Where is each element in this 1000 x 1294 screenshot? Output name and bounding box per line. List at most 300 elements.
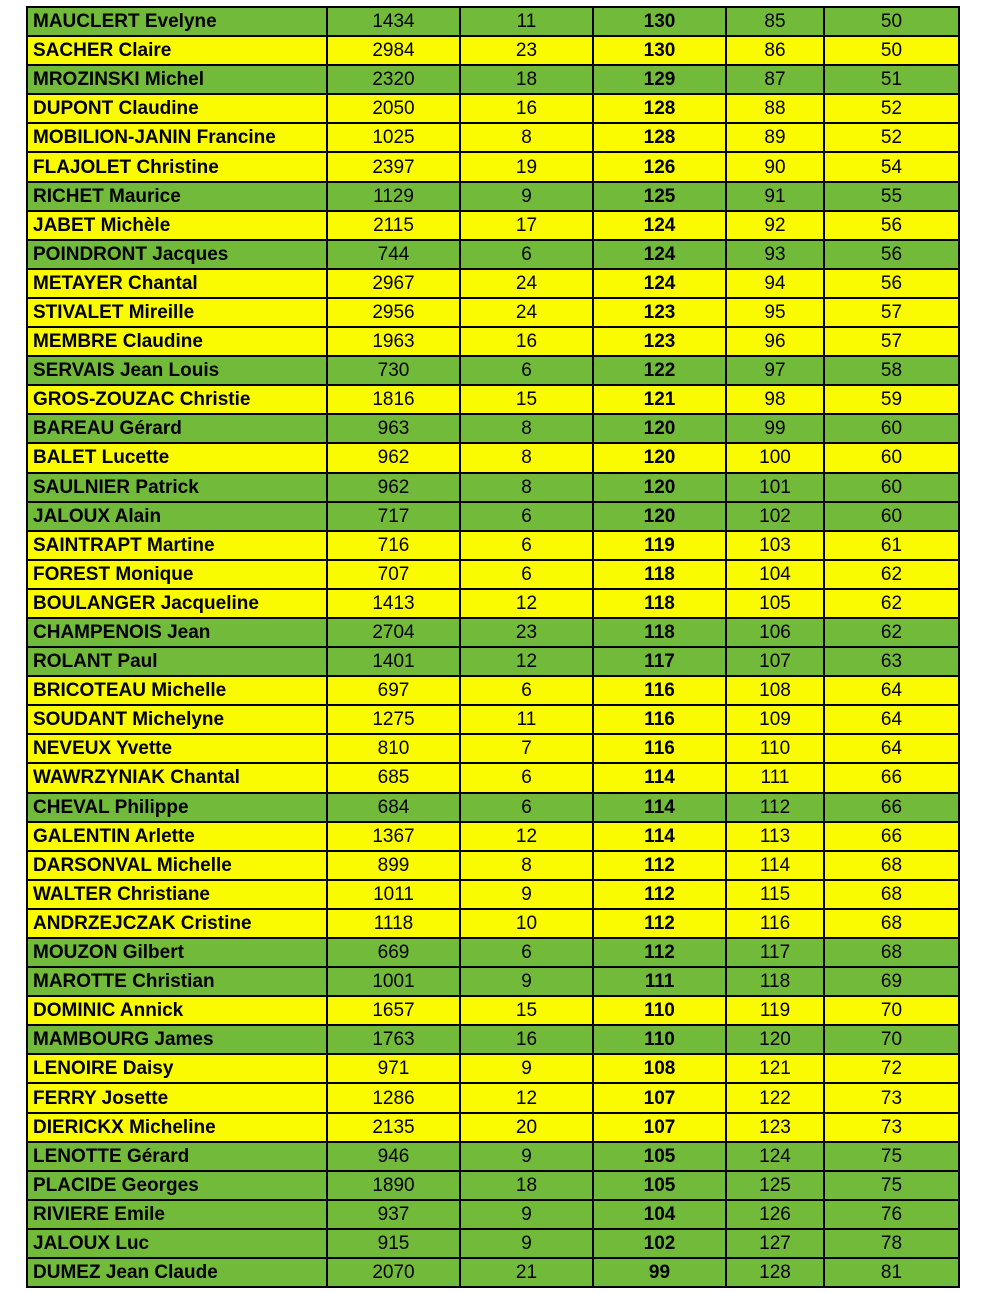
points-cell: 899 bbox=[327, 851, 460, 880]
player-name-cell: MAUCLERT Evelyne bbox=[27, 7, 327, 36]
points-cell: 707 bbox=[327, 560, 460, 589]
value-cell: 60 bbox=[824, 502, 959, 531]
score-cell: 114 bbox=[593, 822, 726, 851]
player-name-cell: MEMBRE Claudine bbox=[27, 327, 327, 356]
value-cell: 70 bbox=[824, 996, 959, 1025]
score-cell: 125 bbox=[593, 182, 726, 211]
score-cell: 124 bbox=[593, 269, 726, 298]
player-name-cell: STIVALET Mireille bbox=[27, 298, 327, 327]
value-cell: 78 bbox=[824, 1229, 959, 1258]
games-cell: 8 bbox=[460, 443, 593, 472]
points-cell: 2135 bbox=[327, 1113, 460, 1142]
value-cell: 75 bbox=[824, 1171, 959, 1200]
value-cell: 68 bbox=[824, 938, 959, 967]
player-name-cell: MAROTTE Christian bbox=[27, 967, 327, 996]
rank-cell: 107 bbox=[726, 647, 824, 676]
rank-cell: 120 bbox=[726, 1025, 824, 1054]
rank-cell: 87 bbox=[726, 65, 824, 94]
table-row bbox=[27, 152, 959, 181]
table-row bbox=[27, 1258, 959, 1287]
points-cell: 937 bbox=[327, 1200, 460, 1229]
rank-cell: 114 bbox=[726, 851, 824, 880]
player-name-cell: ANDRZEJCZAK Cristine bbox=[27, 909, 327, 938]
rank-cell: 109 bbox=[726, 705, 824, 734]
player-name-cell: BRICOTEAU Michelle bbox=[27, 676, 327, 705]
table-row bbox=[27, 36, 959, 65]
points-cell: 684 bbox=[327, 793, 460, 822]
rank-cell: 115 bbox=[726, 880, 824, 909]
rank-cell: 121 bbox=[726, 1054, 824, 1083]
player-name-cell: RIVIERE Emile bbox=[27, 1200, 327, 1229]
score-cell: 120 bbox=[593, 502, 726, 531]
table-row bbox=[27, 327, 959, 356]
games-cell: 24 bbox=[460, 298, 593, 327]
table-row bbox=[27, 182, 959, 211]
games-cell: 18 bbox=[460, 65, 593, 94]
games-cell: 11 bbox=[460, 705, 593, 734]
score-cell: 121 bbox=[593, 385, 726, 414]
rank-cell: 106 bbox=[726, 618, 824, 647]
table-row bbox=[27, 385, 959, 414]
value-cell: 66 bbox=[824, 822, 959, 851]
score-cell: 110 bbox=[593, 1025, 726, 1054]
games-cell: 6 bbox=[460, 793, 593, 822]
games-cell: 6 bbox=[460, 502, 593, 531]
score-cell: 129 bbox=[593, 65, 726, 94]
points-cell: 946 bbox=[327, 1142, 460, 1171]
table-row bbox=[27, 560, 959, 589]
points-cell: 716 bbox=[327, 531, 460, 560]
games-cell: 19 bbox=[460, 152, 593, 181]
points-cell: 685 bbox=[327, 763, 460, 792]
table-row bbox=[27, 967, 959, 996]
score-cell: 123 bbox=[593, 298, 726, 327]
player-name-cell: DARSONVAL Michelle bbox=[27, 851, 327, 880]
rank-cell: 116 bbox=[726, 909, 824, 938]
table-row bbox=[27, 851, 959, 880]
points-cell: 1816 bbox=[327, 385, 460, 414]
rank-cell: 91 bbox=[726, 182, 824, 211]
score-cell: 124 bbox=[593, 211, 726, 240]
games-cell: 6 bbox=[460, 560, 593, 589]
rank-cell: 90 bbox=[726, 152, 824, 181]
table-row bbox=[27, 1054, 959, 1083]
rank-cell: 89 bbox=[726, 123, 824, 152]
value-cell: 50 bbox=[824, 7, 959, 36]
rank-cell: 99 bbox=[726, 414, 824, 443]
games-cell: 6 bbox=[460, 240, 593, 269]
score-cell: 104 bbox=[593, 1200, 726, 1229]
player-name-cell: GROS-ZOUZAC Christie bbox=[27, 385, 327, 414]
games-cell: 16 bbox=[460, 1025, 593, 1054]
table-row bbox=[27, 443, 959, 472]
player-name-cell: LENOTTE Gérard bbox=[27, 1142, 327, 1171]
results-table-body bbox=[27, 7, 959, 1287]
player-name-cell: CHEVAL Philippe bbox=[27, 793, 327, 822]
score-cell: 120 bbox=[593, 443, 726, 472]
player-name-cell: DUMEZ Jean Claude bbox=[27, 1258, 327, 1287]
points-cell: 2967 bbox=[327, 269, 460, 298]
score-cell: 118 bbox=[593, 589, 726, 618]
points-cell: 697 bbox=[327, 676, 460, 705]
value-cell: 70 bbox=[824, 1025, 959, 1054]
value-cell: 50 bbox=[824, 36, 959, 65]
games-cell: 9 bbox=[460, 1142, 593, 1171]
games-cell: 12 bbox=[460, 822, 593, 851]
games-cell: 10 bbox=[460, 909, 593, 938]
points-cell: 963 bbox=[327, 414, 460, 443]
games-cell: 18 bbox=[460, 1171, 593, 1200]
score-cell: 102 bbox=[593, 1229, 726, 1258]
games-cell: 9 bbox=[460, 880, 593, 909]
player-name-cell: PLACIDE Georges bbox=[27, 1171, 327, 1200]
player-name-cell: MOUZON Gilbert bbox=[27, 938, 327, 967]
rank-cell: 103 bbox=[726, 531, 824, 560]
games-cell: 8 bbox=[460, 851, 593, 880]
value-cell: 54 bbox=[824, 152, 959, 181]
value-cell: 60 bbox=[824, 473, 959, 502]
table-row bbox=[27, 414, 959, 443]
score-cell: 112 bbox=[593, 851, 726, 880]
table-row bbox=[27, 1171, 959, 1200]
table-row bbox=[27, 705, 959, 734]
rank-cell: 96 bbox=[726, 327, 824, 356]
player-name-cell: JALOUX Luc bbox=[27, 1229, 327, 1258]
points-cell: 2397 bbox=[327, 152, 460, 181]
value-cell: 51 bbox=[824, 65, 959, 94]
player-name-cell: ROLANT Paul bbox=[27, 647, 327, 676]
points-cell: 2050 bbox=[327, 94, 460, 123]
games-cell: 9 bbox=[460, 967, 593, 996]
player-name-cell: DIERICKX Micheline bbox=[27, 1113, 327, 1142]
points-cell: 744 bbox=[327, 240, 460, 269]
table-row bbox=[27, 298, 959, 327]
table-row bbox=[27, 1142, 959, 1171]
points-cell: 1963 bbox=[327, 327, 460, 356]
value-cell: 55 bbox=[824, 182, 959, 211]
score-cell: 116 bbox=[593, 676, 726, 705]
score-cell: 128 bbox=[593, 94, 726, 123]
points-cell: 962 bbox=[327, 473, 460, 502]
rank-cell: 124 bbox=[726, 1142, 824, 1171]
points-cell: 2115 bbox=[327, 211, 460, 240]
table-row bbox=[27, 822, 959, 851]
value-cell: 64 bbox=[824, 734, 959, 763]
rank-cell: 102 bbox=[726, 502, 824, 531]
value-cell: 62 bbox=[824, 560, 959, 589]
value-cell: 68 bbox=[824, 851, 959, 880]
rank-cell: 122 bbox=[726, 1083, 824, 1112]
score-cell: 112 bbox=[593, 880, 726, 909]
value-cell: 56 bbox=[824, 240, 959, 269]
player-name-cell: GALENTIN Arlette bbox=[27, 822, 327, 851]
table-row bbox=[27, 763, 959, 792]
points-cell: 915 bbox=[327, 1229, 460, 1258]
player-name-cell: METAYER Chantal bbox=[27, 269, 327, 298]
score-cell: 117 bbox=[593, 647, 726, 676]
score-cell: 114 bbox=[593, 763, 726, 792]
table-row bbox=[27, 996, 959, 1025]
value-cell: 76 bbox=[824, 1200, 959, 1229]
table-row bbox=[27, 793, 959, 822]
table-row bbox=[27, 531, 959, 560]
score-cell: 116 bbox=[593, 705, 726, 734]
games-cell: 23 bbox=[460, 618, 593, 647]
table-row bbox=[27, 94, 959, 123]
score-cell: 130 bbox=[593, 36, 726, 65]
points-cell: 1401 bbox=[327, 647, 460, 676]
player-name-cell: CHAMPENOIS Jean bbox=[27, 618, 327, 647]
points-cell: 717 bbox=[327, 502, 460, 531]
rank-cell: 111 bbox=[726, 763, 824, 792]
score-cell: 114 bbox=[593, 793, 726, 822]
score-cell: 107 bbox=[593, 1083, 726, 1112]
points-cell: 2070 bbox=[327, 1258, 460, 1287]
value-cell: 69 bbox=[824, 967, 959, 996]
rank-cell: 127 bbox=[726, 1229, 824, 1258]
value-cell: 64 bbox=[824, 705, 959, 734]
table-row bbox=[27, 502, 959, 531]
games-cell: 9 bbox=[460, 1229, 593, 1258]
value-cell: 63 bbox=[824, 647, 959, 676]
games-cell: 21 bbox=[460, 1258, 593, 1287]
value-cell: 62 bbox=[824, 618, 959, 647]
player-name-cell: BAREAU Gérard bbox=[27, 414, 327, 443]
points-cell: 1025 bbox=[327, 123, 460, 152]
table-row bbox=[27, 938, 959, 967]
score-cell: 120 bbox=[593, 414, 726, 443]
rank-cell: 94 bbox=[726, 269, 824, 298]
points-cell: 1890 bbox=[327, 1171, 460, 1200]
games-cell: 15 bbox=[460, 996, 593, 1025]
value-cell: 66 bbox=[824, 793, 959, 822]
rank-cell: 123 bbox=[726, 1113, 824, 1142]
value-cell: 52 bbox=[824, 123, 959, 152]
table-row bbox=[27, 1200, 959, 1229]
table-row bbox=[27, 909, 959, 938]
table-row bbox=[27, 647, 959, 676]
player-name-cell: FOREST Monique bbox=[27, 560, 327, 589]
player-name-cell: MAMBOURG James bbox=[27, 1025, 327, 1054]
games-cell: 6 bbox=[460, 356, 593, 385]
score-cell: 123 bbox=[593, 327, 726, 356]
value-cell: 56 bbox=[824, 211, 959, 240]
value-cell: 64 bbox=[824, 676, 959, 705]
rank-cell: 86 bbox=[726, 36, 824, 65]
rank-cell: 93 bbox=[726, 240, 824, 269]
value-cell: 68 bbox=[824, 880, 959, 909]
games-cell: 23 bbox=[460, 36, 593, 65]
value-cell: 73 bbox=[824, 1113, 959, 1142]
rank-cell: 98 bbox=[726, 385, 824, 414]
rank-cell: 97 bbox=[726, 356, 824, 385]
value-cell: 72 bbox=[824, 1054, 959, 1083]
value-cell: 60 bbox=[824, 414, 959, 443]
games-cell: 15 bbox=[460, 385, 593, 414]
rank-cell: 125 bbox=[726, 1171, 824, 1200]
score-cell: 119 bbox=[593, 531, 726, 560]
value-cell: 73 bbox=[824, 1083, 959, 1112]
player-name-cell: MROZINSKI Michel bbox=[27, 65, 327, 94]
rank-cell: 128 bbox=[726, 1258, 824, 1287]
rank-cell: 104 bbox=[726, 560, 824, 589]
player-name-cell: SERVAIS Jean Louis bbox=[27, 356, 327, 385]
player-name-cell: LENOIRE Daisy bbox=[27, 1054, 327, 1083]
games-cell: 16 bbox=[460, 327, 593, 356]
rank-cell: 119 bbox=[726, 996, 824, 1025]
value-cell: 59 bbox=[824, 385, 959, 414]
games-cell: 9 bbox=[460, 182, 593, 211]
games-cell: 12 bbox=[460, 1083, 593, 1112]
rank-cell: 105 bbox=[726, 589, 824, 618]
score-cell: 124 bbox=[593, 240, 726, 269]
score-cell: 116 bbox=[593, 734, 726, 763]
table-row bbox=[27, 618, 959, 647]
points-cell: 1001 bbox=[327, 967, 460, 996]
value-cell: 61 bbox=[824, 531, 959, 560]
score-cell: 110 bbox=[593, 996, 726, 1025]
score-cell: 112 bbox=[593, 938, 726, 967]
player-name-cell: MOBILION-JANIN Francine bbox=[27, 123, 327, 152]
rank-cell: 117 bbox=[726, 938, 824, 967]
table-row bbox=[27, 65, 959, 94]
score-cell: 126 bbox=[593, 152, 726, 181]
score-cell: 130 bbox=[593, 7, 726, 36]
points-cell: 2704 bbox=[327, 618, 460, 647]
points-cell: 962 bbox=[327, 443, 460, 472]
player-name-cell: SAINTRAPT Martine bbox=[27, 531, 327, 560]
games-cell: 8 bbox=[460, 414, 593, 443]
rank-cell: 118 bbox=[726, 967, 824, 996]
value-cell: 56 bbox=[824, 269, 959, 298]
value-cell: 66 bbox=[824, 763, 959, 792]
points-cell: 1413 bbox=[327, 589, 460, 618]
table-row bbox=[27, 1229, 959, 1258]
score-cell: 99 bbox=[593, 1258, 726, 1287]
table-row bbox=[27, 880, 959, 909]
player-name-cell: SAULNIER Patrick bbox=[27, 473, 327, 502]
games-cell: 12 bbox=[460, 589, 593, 618]
points-cell: 2320 bbox=[327, 65, 460, 94]
score-cell: 105 bbox=[593, 1171, 726, 1200]
points-cell: 1118 bbox=[327, 909, 460, 938]
player-name-cell: FERRY Josette bbox=[27, 1083, 327, 1112]
points-cell: 1129 bbox=[327, 182, 460, 211]
rank-cell: 112 bbox=[726, 793, 824, 822]
value-cell: 60 bbox=[824, 443, 959, 472]
games-cell: 17 bbox=[460, 211, 593, 240]
results-table bbox=[26, 6, 960, 1288]
games-cell: 20 bbox=[460, 1113, 593, 1142]
games-cell: 16 bbox=[460, 94, 593, 123]
table-row bbox=[27, 734, 959, 763]
points-cell: 1434 bbox=[327, 7, 460, 36]
games-cell: 6 bbox=[460, 763, 593, 792]
score-cell: 128 bbox=[593, 123, 726, 152]
games-cell: 9 bbox=[460, 1200, 593, 1229]
score-cell: 112 bbox=[593, 909, 726, 938]
score-cell: 111 bbox=[593, 967, 726, 996]
value-cell: 75 bbox=[824, 1142, 959, 1171]
player-name-cell: RICHET Maurice bbox=[27, 182, 327, 211]
player-name-cell: POINDRONT Jacques bbox=[27, 240, 327, 269]
player-name-cell: JABET Michèle bbox=[27, 211, 327, 240]
rank-cell: 88 bbox=[726, 94, 824, 123]
score-cell: 120 bbox=[593, 473, 726, 502]
player-name-cell: WAWRZYNIAK Chantal bbox=[27, 763, 327, 792]
value-cell: 58 bbox=[824, 356, 959, 385]
rank-cell: 101 bbox=[726, 473, 824, 502]
rank-cell: 92 bbox=[726, 211, 824, 240]
games-cell: 11 bbox=[460, 7, 593, 36]
player-name-cell: BOULANGER Jacqueline bbox=[27, 589, 327, 618]
points-cell: 971 bbox=[327, 1054, 460, 1083]
player-name-cell: FLAJOLET Christine bbox=[27, 152, 327, 181]
rank-cell: 100 bbox=[726, 443, 824, 472]
table-row bbox=[27, 1113, 959, 1142]
rank-cell: 108 bbox=[726, 676, 824, 705]
player-name-cell: DOMINIC Annick bbox=[27, 996, 327, 1025]
value-cell: 62 bbox=[824, 589, 959, 618]
table-row bbox=[27, 240, 959, 269]
value-cell: 81 bbox=[824, 1258, 959, 1287]
games-cell: 9 bbox=[460, 1054, 593, 1083]
points-cell: 1763 bbox=[327, 1025, 460, 1054]
value-cell: 57 bbox=[824, 298, 959, 327]
table-row bbox=[27, 123, 959, 152]
value-cell: 57 bbox=[824, 327, 959, 356]
table-row bbox=[27, 1025, 959, 1054]
table-row bbox=[27, 589, 959, 618]
table-row bbox=[27, 1083, 959, 1112]
score-cell: 105 bbox=[593, 1142, 726, 1171]
score-cell: 107 bbox=[593, 1113, 726, 1142]
player-name-cell: SOUDANT Michelyne bbox=[27, 705, 327, 734]
table-row bbox=[27, 211, 959, 240]
table-row bbox=[27, 676, 959, 705]
rank-cell: 110 bbox=[726, 734, 824, 763]
games-cell: 6 bbox=[460, 676, 593, 705]
table-row bbox=[27, 356, 959, 385]
player-name-cell: BALET Lucette bbox=[27, 443, 327, 472]
games-cell: 6 bbox=[460, 938, 593, 967]
points-cell: 1367 bbox=[327, 822, 460, 851]
player-name-cell: WALTER Christiane bbox=[27, 880, 327, 909]
score-cell: 122 bbox=[593, 356, 726, 385]
rank-cell: 95 bbox=[726, 298, 824, 327]
points-cell: 730 bbox=[327, 356, 460, 385]
value-cell: 68 bbox=[824, 909, 959, 938]
games-cell: 7 bbox=[460, 734, 593, 763]
points-cell: 1275 bbox=[327, 705, 460, 734]
value-cell: 52 bbox=[824, 94, 959, 123]
points-cell: 1286 bbox=[327, 1083, 460, 1112]
rank-cell: 113 bbox=[726, 822, 824, 851]
games-cell: 8 bbox=[460, 473, 593, 502]
games-cell: 8 bbox=[460, 123, 593, 152]
player-name-cell: SACHER Claire bbox=[27, 36, 327, 65]
points-cell: 1011 bbox=[327, 880, 460, 909]
player-name-cell: JALOUX Alain bbox=[27, 502, 327, 531]
score-cell: 108 bbox=[593, 1054, 726, 1083]
points-cell: 669 bbox=[327, 938, 460, 967]
player-name-cell: NEVEUX Yvette bbox=[27, 734, 327, 763]
table-row bbox=[27, 473, 959, 502]
player-name-cell: DUPONT Claudine bbox=[27, 94, 327, 123]
score-cell: 118 bbox=[593, 560, 726, 589]
rank-cell: 85 bbox=[726, 7, 824, 36]
points-cell: 2984 bbox=[327, 36, 460, 65]
